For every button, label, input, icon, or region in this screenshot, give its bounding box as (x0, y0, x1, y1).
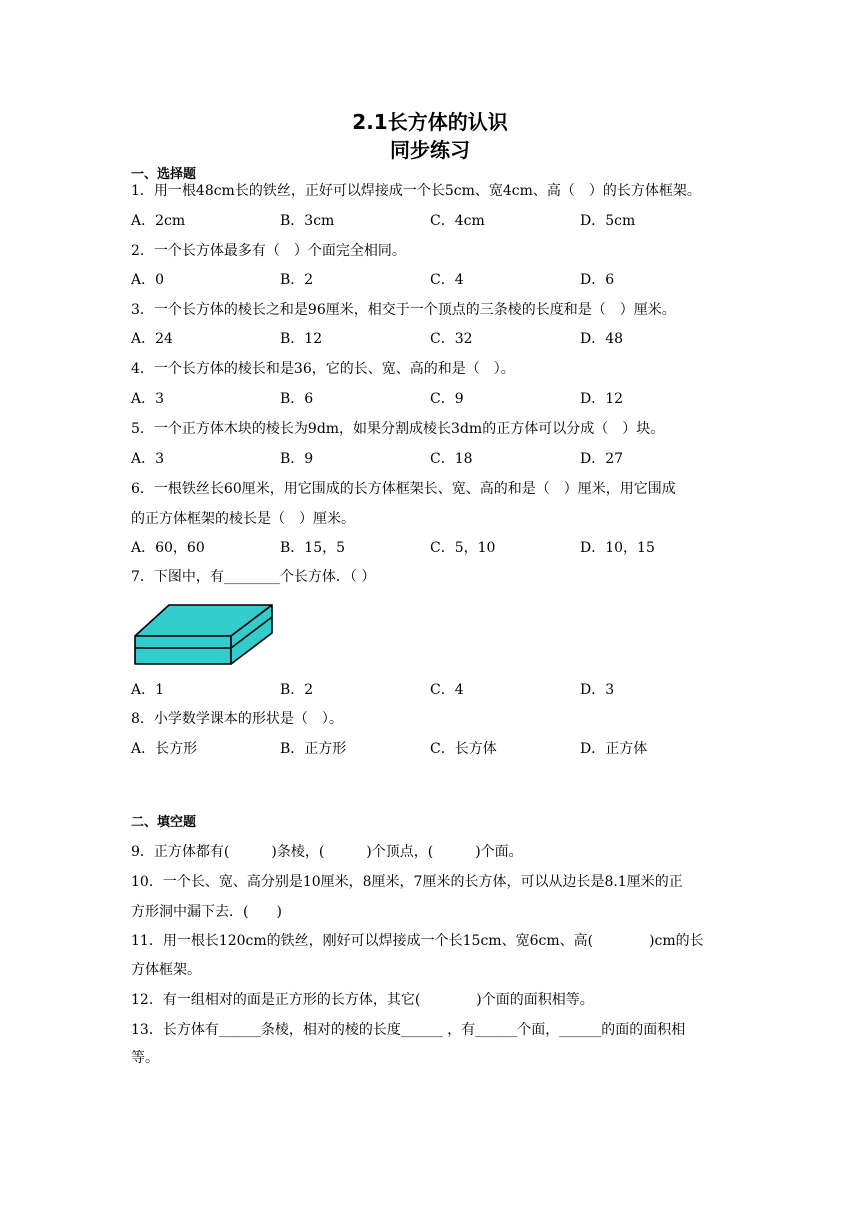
option-c: C．4 (430, 682, 464, 698)
question-1-options (131, 210, 731, 230)
question-5-options (131, 448, 731, 468)
section-choice-heading: 一、选择题 (131, 167, 197, 182)
option-a: A．长方形 (131, 741, 198, 757)
option-c: C．18 (430, 451, 473, 467)
option-b: B．6 (280, 391, 314, 407)
option-a: A．2cm (131, 213, 186, 229)
option-a: A．1 (131, 682, 165, 698)
option-b: B．12 (280, 331, 323, 347)
question-7: 7．下图中，有________个长方体．（ ） (131, 569, 376, 585)
question-6-options (131, 537, 731, 557)
question-10-line-1: 10．一个长、宽、高分别是10厘米，8厘米，7厘米的长方体，可以从边长是8.1厘米的正 (131, 874, 683, 890)
option-a: A．24 (131, 331, 173, 347)
option-d: D．3 (580, 682, 615, 698)
option-b: B．正方形 (280, 741, 347, 757)
question-8-options (131, 738, 731, 758)
question-4: 4．一个长方体的棱长和是36，它的长、宽、高的和是（ ）。 (131, 361, 515, 377)
question-9: 9．正方体都有( )条棱，( )个顶点，( )个面。 (131, 844, 523, 860)
question-11-line-2: 方体框架。 (131, 962, 201, 978)
question-1: 1．用一根48cm长的铁丝，正好可以焊接成一个长5cm、宽4cm、高（ ）的长方体框架。 (131, 183, 701, 199)
option-b: B．2 (280, 272, 314, 288)
option-c: C．9 (430, 391, 464, 407)
question-11-line-1: 11．用一根长120cm的铁丝，刚好可以焊接成一个长15cm、宽6cm、高( )cm的长 (131, 933, 704, 949)
option-a: A．3 (131, 391, 165, 407)
option-d: D．5cm (580, 213, 636, 229)
option-c: C．长方体 (430, 741, 497, 757)
option-c: C．4 (430, 272, 464, 288)
option-b: B．15，5 (280, 540, 346, 556)
option-b: B．2 (280, 682, 314, 698)
question-13-line-1: 13．长方体有______条棱，相对的棱的长度______ ，有______个面，______的面的面积相 (131, 1022, 686, 1038)
question-8: 8．小学数学课本的形状是（ ）。 (131, 711, 343, 727)
page-title: 2.1长方体的认识 (352, 110, 508, 134)
question-3-options (131, 328, 731, 348)
option-d: D．48 (580, 331, 624, 347)
question-5: 5．一个正方体木块的棱长为9dm，如果分割成棱长3dm的正方体可以分成（ ）块。 (131, 421, 665, 437)
option-c: C．5，10 (430, 540, 496, 556)
option-b: B．9 (280, 451, 314, 467)
question-2: 2．一个长方体最多有（ ）个面完全相同。 (131, 243, 406, 259)
option-c: C．4cm (430, 213, 485, 229)
question-2-options (131, 269, 731, 289)
option-d: D．6 (580, 272, 615, 288)
question-6-line-2: 的正方体框架的棱长是（ ）厘米。 (131, 511, 355, 527)
question-6-line-1: 6．一根铁丝长60厘米，用它围成的长方体框架长、宽、高的和是（ ）厘米，用它围成 (131, 481, 676, 497)
question-4-options (131, 388, 731, 408)
option-d: D．27 (580, 451, 624, 467)
question-3: 3．一个长方体的棱长之和是96厘米，相交于一个顶点的三条棱的长度和是（ ）厘米。 (131, 302, 676, 318)
option-d: D．正方体 (580, 741, 648, 757)
stacked-cuboids-figure (131, 602, 277, 668)
question-10-line-2: 方形洞中漏下去．( ) (131, 904, 282, 920)
option-b: B．3cm (280, 213, 335, 229)
section-fill-heading: 二、填空题 (131, 815, 197, 830)
option-d: D．12 (580, 391, 624, 407)
question-12: 12．有一组相对的面是正方形的长方体，其它( )个面的面积相等。 (131, 992, 594, 1008)
option-c: C．32 (430, 331, 473, 347)
page-subtitle: 同步练习 (390, 138, 470, 162)
cuboid-front-face (135, 636, 231, 664)
option-a: A．0 (131, 272, 165, 288)
question-13-line-2: 等。 (131, 1050, 159, 1066)
question-7-options (131, 679, 731, 699)
option-a: A．60，60 (131, 540, 205, 556)
option-a: A．3 (131, 451, 165, 467)
option-d: D．10，15 (580, 540, 655, 556)
